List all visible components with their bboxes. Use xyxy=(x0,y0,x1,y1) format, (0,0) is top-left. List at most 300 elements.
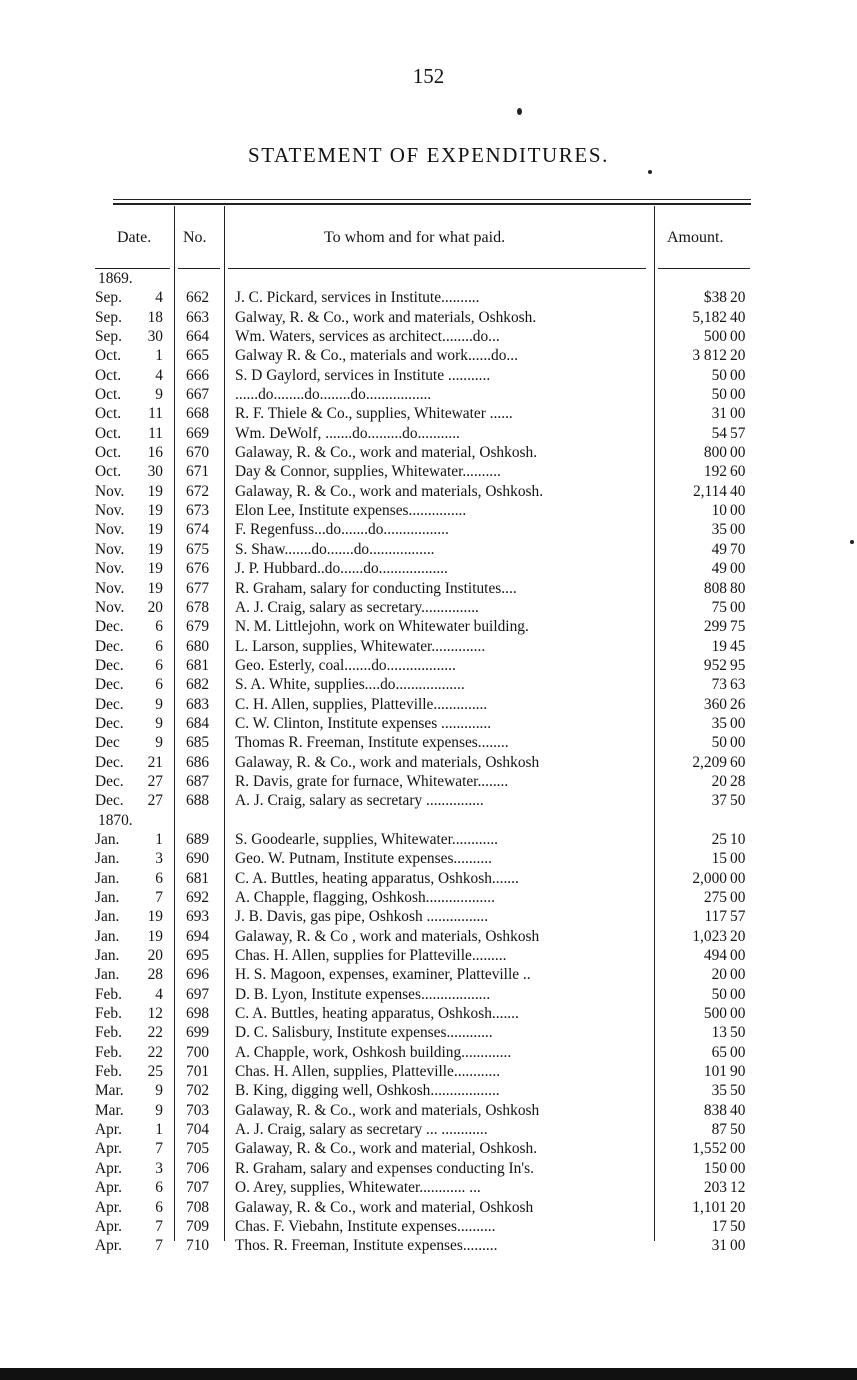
date-day: 16 xyxy=(147,444,163,462)
date-day: 6 xyxy=(155,869,163,887)
payee-description: C. A. Buttles, heating apparatus, Oshkosh....... xyxy=(235,869,519,887)
amount-dollars: $38 xyxy=(703,289,727,307)
amount-cents: 00 xyxy=(730,889,746,906)
voucher-number: 701 xyxy=(186,1063,210,1081)
voucher-number: 692 xyxy=(186,889,210,906)
date-day: 19 xyxy=(147,579,163,597)
amount-dollars: 1,101 xyxy=(692,1198,727,1216)
year-row xyxy=(0,811,857,830)
table-row xyxy=(0,308,857,327)
date-month: Apr. xyxy=(95,1140,122,1158)
date-day: 27 xyxy=(147,792,163,810)
table-row xyxy=(0,443,857,462)
amount-cents: 00 xyxy=(730,850,746,868)
table-row xyxy=(0,598,857,617)
date-month: Oct. xyxy=(95,463,122,481)
amount-cents: 00 xyxy=(730,444,746,462)
amount-dollars: 13 xyxy=(711,1024,727,1042)
ink-speck xyxy=(648,170,652,174)
amount-cents: 50 xyxy=(730,1217,746,1235)
table-row xyxy=(0,869,857,888)
amount-dollars: 50 xyxy=(711,366,727,384)
amount-dollars: 87 xyxy=(711,1121,727,1139)
table-row xyxy=(0,1120,857,1139)
amount-cents: 90 xyxy=(730,1063,746,1081)
table-row xyxy=(0,1198,857,1217)
table-row xyxy=(0,617,857,636)
amount-cents: 00 xyxy=(730,985,746,1003)
table-row xyxy=(0,927,857,946)
voucher-number: 699 xyxy=(186,1024,210,1042)
voucher-number: 671 xyxy=(186,463,210,481)
date-month: Apr. xyxy=(95,1121,122,1139)
payee-description: J. P. Hubbard..do......do.................. xyxy=(235,560,448,578)
table-row xyxy=(0,849,857,868)
payee-description: J. C. Pickard, services in Institute.......... xyxy=(235,289,480,307)
table-row xyxy=(0,888,857,907)
date-day: 9 xyxy=(155,1082,163,1100)
payee-description: Chas. H. Allen, supplies, Platteville............ xyxy=(235,1063,501,1081)
table-row xyxy=(0,985,857,1004)
voucher-number: 697 xyxy=(186,985,210,1003)
table-row xyxy=(0,404,857,423)
voucher-number: 681 xyxy=(186,869,210,887)
payee-description: S. Shaw.......do.......do................. xyxy=(235,540,435,558)
amount-dollars: 299 xyxy=(703,618,727,636)
amount-dollars: 2,000 xyxy=(692,869,727,887)
date-day: 9 xyxy=(155,1101,163,1119)
amount-dollars: 31 xyxy=(711,1237,727,1255)
voucher-number: 694 xyxy=(186,927,210,945)
amount-dollars: 500 xyxy=(703,328,727,346)
amount-cents: 50 xyxy=(730,1024,746,1042)
year-label: 1870. xyxy=(98,811,133,829)
amount-dollars: 50 xyxy=(711,734,727,752)
date-day: 9 xyxy=(155,386,163,404)
amount-dollars: 275 xyxy=(703,889,727,906)
amount-cents: 45 xyxy=(730,637,746,655)
date-day: 4 xyxy=(155,289,163,307)
amount-dollars: 5,182 xyxy=(692,308,727,326)
date-month: Dec. xyxy=(95,753,124,771)
date-month: Feb. xyxy=(95,1043,122,1061)
date-day: 7 xyxy=(155,1217,163,1235)
date-month: Apr. xyxy=(95,1159,122,1177)
payee-description: N. M. Littlejohn, work on Whitewater building. xyxy=(235,618,529,636)
date-day: 3 xyxy=(155,850,163,868)
amount-cents: 75 xyxy=(730,618,746,636)
date-month: Jan. xyxy=(95,908,120,926)
amount-cents: 57 xyxy=(730,424,746,442)
date-day: 6 xyxy=(155,1198,163,1216)
voucher-number: 710 xyxy=(186,1237,210,1255)
date-month: Nov. xyxy=(95,502,125,520)
payee-description: Galway, R. & Co., work and materials, Oshkosh. xyxy=(235,308,537,326)
table-row xyxy=(0,907,857,926)
payee-description: R. Davis, grate for furnace, Whitewater........ xyxy=(235,772,509,790)
table-row xyxy=(0,830,857,849)
date-month: Dec. xyxy=(95,676,124,694)
date-day: 9 xyxy=(155,714,163,732)
amount-cents: 00 xyxy=(730,1237,746,1255)
date-month: Nov. xyxy=(95,598,125,616)
date-day: 9 xyxy=(155,734,163,752)
amount-dollars: 952 xyxy=(703,656,727,674)
amount-cents: 40 xyxy=(730,482,746,500)
table-row xyxy=(0,1217,857,1236)
table-row xyxy=(0,1062,857,1081)
voucher-number: 663 xyxy=(186,308,210,326)
date-month: Feb. xyxy=(95,1063,122,1081)
date-day: 19 xyxy=(147,540,163,558)
amount-dollars: 2,209 xyxy=(692,753,727,771)
amount-cents: 00 xyxy=(730,1043,746,1061)
payee-description: A. Chapple, work, Oshkosh building............. xyxy=(235,1043,512,1061)
voucher-number: 690 xyxy=(186,850,210,868)
amount-cents: 40 xyxy=(730,308,746,326)
date-month: Jan. xyxy=(95,869,120,887)
date-day: 19 xyxy=(147,927,163,945)
voucher-number: 664 xyxy=(186,328,210,346)
date-month: Mar. xyxy=(95,1082,124,1100)
page-title: STATEMENT OF EXPENDITURES. xyxy=(248,143,609,167)
payee-description: Galaway, R. & Co., work and material, Oshkosh xyxy=(235,1198,534,1216)
amount-dollars: 192 xyxy=(703,463,727,481)
voucher-number: 709 xyxy=(186,1217,210,1235)
date-month: Dec. xyxy=(95,637,124,655)
table-top-rule-thick xyxy=(113,203,751,205)
ink-speck xyxy=(517,108,522,115)
date-month: Apr. xyxy=(95,1217,122,1235)
voucher-number: 669 xyxy=(186,424,210,442)
date-month: Oct. xyxy=(95,405,122,423)
payee-description: O. Arey, supplies, Whitewater............ ... xyxy=(235,1179,481,1197)
payee-description: Geo. W. Putnam, Institute expenses.......... xyxy=(235,850,492,868)
amount-cents: 00 xyxy=(730,869,746,887)
table-row xyxy=(0,637,857,656)
date-month: Jan. xyxy=(95,830,120,848)
date-day: 6 xyxy=(155,1179,163,1197)
amount-dollars: 54 xyxy=(711,424,727,442)
date-month: Sep. xyxy=(95,289,122,307)
amount-dollars: 25 xyxy=(711,830,727,848)
amount-dollars: 37 xyxy=(711,792,727,810)
amount-dollars: 75 xyxy=(711,598,727,616)
voucher-number: 702 xyxy=(186,1082,210,1100)
payee-description: A. J. Craig, salary as secretary ... ............ xyxy=(235,1121,488,1139)
date-day: 6 xyxy=(155,637,163,655)
date-month: Oct. xyxy=(95,347,122,365)
amount-cents: 50 xyxy=(730,1121,746,1139)
amount-dollars: 17 xyxy=(711,1217,727,1235)
payee-description: H. S. Magoon, expenses, examiner, Platteville .. xyxy=(235,966,531,984)
amount-dollars: 117 xyxy=(704,908,727,926)
amount-dollars: 800 xyxy=(703,444,727,462)
voucher-number: 673 xyxy=(186,502,210,520)
amount-cents: 80 xyxy=(730,579,746,597)
voucher-number: 675 xyxy=(186,540,210,558)
payee-description: A. J. Craig, salary as secretary ............... xyxy=(235,792,484,810)
date-day: 27 xyxy=(147,772,163,790)
payee-description: B. King, digging well, Oshkosh.................. xyxy=(235,1082,500,1100)
amount-cents: 00 xyxy=(730,1005,746,1023)
voucher-number: 707 xyxy=(186,1179,210,1197)
payee-description: S. D Gaylord, services in Institute ........... xyxy=(235,366,491,384)
amount-dollars: 65 xyxy=(711,1043,727,1061)
year-row xyxy=(0,269,857,288)
voucher-number: 667 xyxy=(186,386,210,404)
date-day: 20 xyxy=(147,598,163,616)
table-row xyxy=(0,501,857,520)
amount-cents: 00 xyxy=(730,502,746,520)
amount-dollars: 838 xyxy=(703,1101,727,1119)
date-month: Feb. xyxy=(95,985,122,1003)
date-month: Jan. xyxy=(95,889,120,906)
payee-description: Chas. F. Viebahn, Institute expenses.......... xyxy=(235,1217,496,1235)
amount-cents: 00 xyxy=(730,1140,746,1158)
amount-dollars: 20 xyxy=(711,966,727,984)
amount-cents: 00 xyxy=(730,405,746,423)
date-day: 9 xyxy=(155,695,163,713)
date-day: 28 xyxy=(147,966,163,984)
table-row xyxy=(0,559,857,578)
date-day: 22 xyxy=(147,1043,163,1061)
date-month: Nov. xyxy=(95,482,125,500)
table-row xyxy=(0,1101,857,1120)
payee-description: Geo. Esterly, coal.......do.................. xyxy=(235,656,456,674)
date-day: 20 xyxy=(147,947,163,965)
amount-dollars: 19 xyxy=(711,637,727,655)
amount-cents: 00 xyxy=(730,966,746,984)
amount-cents: 50 xyxy=(730,1082,746,1100)
voucher-number: 693 xyxy=(186,908,210,926)
amount-cents: 57 xyxy=(730,908,746,926)
table-row xyxy=(0,695,857,714)
amount-cents: 00 xyxy=(730,366,746,384)
date-day: 19 xyxy=(147,521,163,539)
table-row xyxy=(0,424,857,443)
voucher-number: 695 xyxy=(186,947,210,965)
voucher-number: 696 xyxy=(186,966,210,984)
amount-cents: 00 xyxy=(730,947,746,965)
table-row xyxy=(0,733,857,752)
expenditure-table xyxy=(0,269,857,1256)
table-row xyxy=(0,714,857,733)
amount-dollars: 31 xyxy=(711,405,727,423)
amount-dollars: 35 xyxy=(711,714,727,732)
voucher-number: 678 xyxy=(186,598,210,616)
table-row xyxy=(0,579,857,598)
voucher-number: 662 xyxy=(186,289,210,307)
table-row xyxy=(0,675,857,694)
date-day: 7 xyxy=(155,889,163,906)
amount-cents: 00 xyxy=(730,560,746,578)
voucher-number: 708 xyxy=(186,1198,210,1216)
amount-dollars: 500 xyxy=(703,1005,727,1023)
table-row xyxy=(0,1159,857,1178)
voucher-number: 680 xyxy=(186,637,210,655)
date-day: 7 xyxy=(155,1140,163,1158)
table-row xyxy=(0,1081,857,1100)
payee-description: Elon Lee, Institute expenses............... xyxy=(235,502,467,520)
voucher-number: 704 xyxy=(186,1121,210,1139)
date-day: 21 xyxy=(147,753,163,771)
payee-description: Chas. H. Allen, supplies for Platteville......... xyxy=(235,947,507,965)
date-day: 11 xyxy=(148,424,163,442)
table-row xyxy=(0,366,857,385)
amount-cents: 63 xyxy=(730,676,746,694)
table-row xyxy=(0,327,857,346)
table-row xyxy=(0,288,857,307)
table-row xyxy=(0,346,857,365)
voucher-number: 689 xyxy=(186,830,210,848)
payee-description: Galaway, R. & Co , work and materials, Oshkosh xyxy=(235,927,540,945)
amount-cents: 60 xyxy=(730,463,746,481)
amount-cents: 20 xyxy=(730,927,746,945)
date-day: 22 xyxy=(147,1024,163,1042)
amount-dollars: 10 xyxy=(711,502,727,520)
amount-cents: 00 xyxy=(730,328,746,346)
date-month: Oct. xyxy=(95,444,122,462)
payee-description: R. Graham, salary for conducting Institutes.... xyxy=(235,579,517,597)
date-month: Oct. xyxy=(95,424,122,442)
amount-dollars: 101 xyxy=(703,1063,727,1081)
date-month: Sep. xyxy=(95,308,122,326)
payee-description: Galaway, R. & Co., work and material, Oshkosh. xyxy=(235,1140,538,1158)
amount-dollars: 50 xyxy=(711,985,727,1003)
voucher-number: 705 xyxy=(186,1140,210,1158)
date-month: Dec. xyxy=(95,772,124,790)
voucher-number: 685 xyxy=(186,734,210,752)
date-day: 19 xyxy=(147,482,163,500)
date-day: 30 xyxy=(147,463,163,481)
header-date: Date. xyxy=(117,229,152,246)
voucher-number: 677 xyxy=(186,579,210,597)
payee-description: S. A. White, supplies....do.................. xyxy=(235,676,465,694)
table-row xyxy=(0,791,857,810)
payee-description: Day & Connor, supplies, Whitewater.......... xyxy=(235,463,501,481)
voucher-number: 681 xyxy=(186,656,210,674)
amount-cents: 00 xyxy=(730,521,746,539)
amount-cents: 95 xyxy=(730,656,746,674)
date-month: Apr. xyxy=(95,1179,122,1197)
voucher-number: 666 xyxy=(186,366,210,384)
amount-dollars: 1,023 xyxy=(692,927,727,945)
date-month: Nov. xyxy=(95,579,125,597)
amount-dollars: 35 xyxy=(711,1082,727,1100)
year-label: 1869. xyxy=(98,270,133,287)
payee-description: Galaway, R. & Co., work and materials, Oshkosh xyxy=(235,1101,540,1119)
date-day: 6 xyxy=(155,618,163,636)
voucher-number: 703 xyxy=(186,1101,210,1119)
payee-description: A. Chapple, flagging, Oshkosh.................. xyxy=(235,889,495,906)
amount-cents: 20 xyxy=(730,347,746,365)
table-row xyxy=(0,1004,857,1023)
amount-cents: 10 xyxy=(730,830,746,848)
table-row xyxy=(0,753,857,772)
payee-description: A. J. Craig, salary as secretary............... xyxy=(235,598,479,616)
amount-cents: 26 xyxy=(730,695,746,713)
date-month: Jan. xyxy=(95,966,120,984)
payee-description: Galway R. & Co., materials and work......do... xyxy=(235,347,518,365)
amount-dollars: 3 812 xyxy=(692,347,727,365)
payee-description: Thos. R. Freeman, Institute expenses......... xyxy=(235,1237,498,1255)
amount-dollars: 49 xyxy=(711,560,727,578)
date-day: 25 xyxy=(147,1063,163,1081)
date-month: Feb. xyxy=(95,1024,122,1042)
payee-description: F. Regenfuss...do.......do................. xyxy=(235,521,449,539)
date-day: 12 xyxy=(147,1005,163,1023)
amount-cents: 50 xyxy=(730,792,746,810)
voucher-number: 683 xyxy=(186,695,210,713)
amount-cents: 70 xyxy=(730,540,746,558)
date-day: 19 xyxy=(147,502,163,520)
date-day: 1 xyxy=(155,347,163,365)
amount-cents: 28 xyxy=(730,772,746,790)
header-description: To whom and for what paid. xyxy=(324,229,506,246)
date-day: 18 xyxy=(147,308,163,326)
scan-edge xyxy=(0,1368,857,1380)
table-row xyxy=(0,1139,857,1158)
amount-dollars: 73 xyxy=(711,676,727,694)
voucher-number: 706 xyxy=(186,1159,210,1177)
payee-description: Wm. Waters, services as architect........do... xyxy=(235,328,500,346)
amount-dollars: 360 xyxy=(703,695,727,713)
date-day: 6 xyxy=(155,656,163,674)
table-row xyxy=(0,1043,857,1062)
payee-description: C. A. Buttles, heating apparatus, Oshkosh....... xyxy=(235,1005,519,1023)
amount-dollars: 15 xyxy=(711,850,727,868)
voucher-number: 665 xyxy=(186,347,210,365)
amount-dollars: 50 xyxy=(711,386,727,404)
table-row xyxy=(0,540,857,559)
table-row xyxy=(0,946,857,965)
date-month: Dec. xyxy=(95,714,124,732)
payee-description: S. Goodearle, supplies, Whitewater............ xyxy=(235,830,499,848)
amount-cents: 12 xyxy=(730,1179,746,1197)
header-amount: Amount. xyxy=(667,229,724,246)
voucher-number: 698 xyxy=(186,1005,210,1023)
amount-dollars: 49 xyxy=(711,540,727,558)
voucher-number: 682 xyxy=(186,676,210,694)
voucher-number: 672 xyxy=(186,482,210,500)
payee-description: Thomas R. Freeman, Institute expenses........ xyxy=(235,734,509,752)
date-month: Dec xyxy=(95,734,120,752)
header-no: No. xyxy=(183,229,207,246)
table-row xyxy=(0,385,857,404)
table-row xyxy=(0,462,857,481)
voucher-number: 679 xyxy=(186,618,210,636)
amount-cents: 60 xyxy=(730,753,746,771)
table-row xyxy=(0,520,857,539)
date-day: 7 xyxy=(155,1237,163,1255)
date-month: Dec. xyxy=(95,618,124,636)
amount-dollars: 808 xyxy=(703,579,727,597)
date-day: 3 xyxy=(155,1159,163,1177)
voucher-number: 686 xyxy=(186,753,210,771)
table-row xyxy=(0,1178,857,1197)
date-month: Mar. xyxy=(95,1101,124,1119)
amount-cents: 40 xyxy=(730,1101,746,1119)
amount-dollars: 20 xyxy=(711,772,727,790)
amount-cents: 00 xyxy=(730,1159,746,1177)
date-month: Feb. xyxy=(95,1005,122,1023)
table-row xyxy=(0,965,857,984)
amount-cents: 00 xyxy=(730,386,746,404)
table-row xyxy=(0,1236,857,1255)
amount-cents: 00 xyxy=(730,598,746,616)
date-month: Oct. xyxy=(95,386,122,404)
